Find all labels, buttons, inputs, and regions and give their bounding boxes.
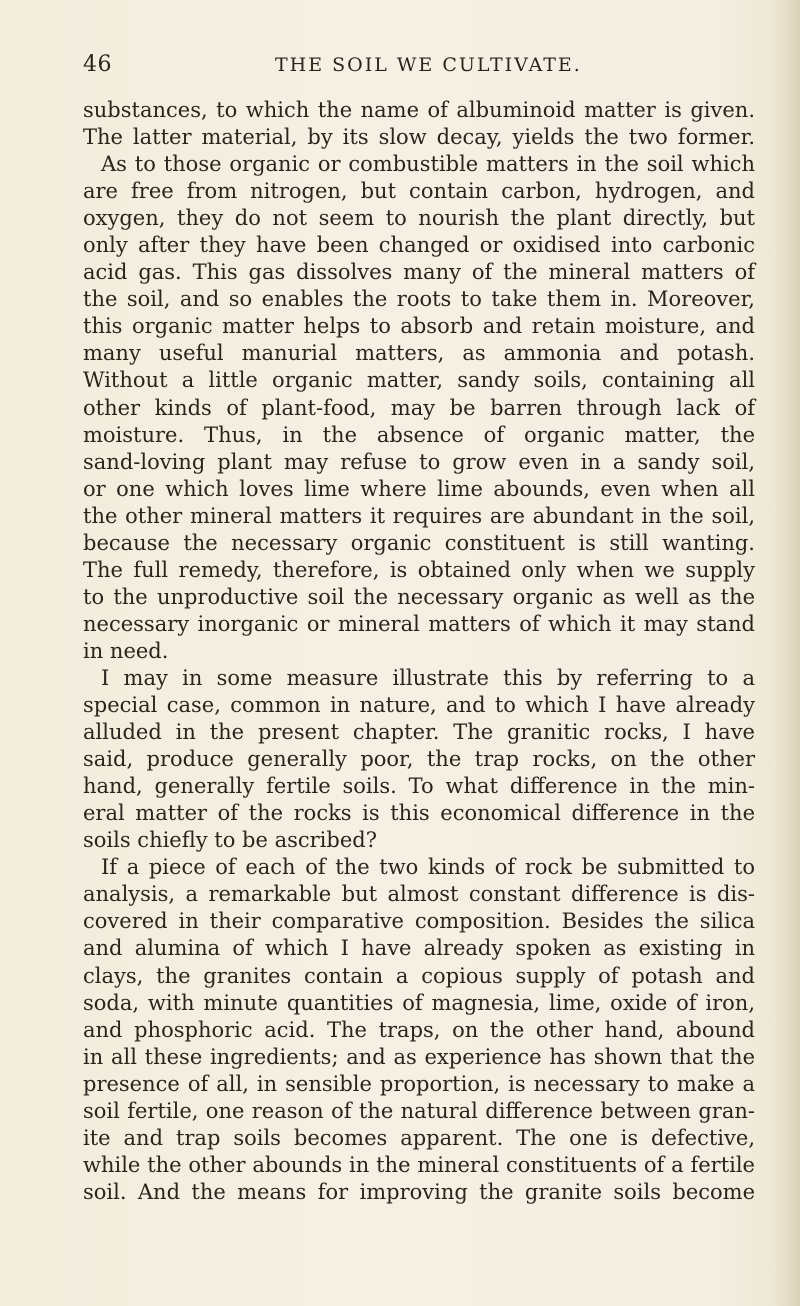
body-text xyxy=(83,97,755,1206)
page-number: 46 xyxy=(83,52,112,77)
text-line: The latter material, by its slow decay, yields the two former. xyxy=(83,125,755,150)
text-line: the soil, and so enables the roots to take them in. Moreover, xyxy=(83,287,755,312)
running-head: THE SOIL WE CULTIVATE. xyxy=(275,54,582,76)
text-line: while the other abounds in the mineral constituents of a fertile xyxy=(83,1152,755,1177)
text-line: presence of all, in sensible proportion, is necessary to make a xyxy=(83,1071,755,1096)
text-line: analysis, a remarkable but almost constant difference is dis- xyxy=(83,882,755,907)
text-line: many useful manurial matters, as ammonia and potash. xyxy=(83,341,755,366)
text-line: only after they have been changed or oxidised into carbonic xyxy=(83,233,755,258)
text-line: eral matter of the rocks is this economical difference in the xyxy=(83,801,755,826)
text-line: because the necessary organic constituent is still wanting. xyxy=(83,530,755,555)
text-line: or one which loves lime where lime abounds, even when all xyxy=(83,476,755,501)
text-line: soil fertile, one reason of the natural difference between gran- xyxy=(83,1098,755,1123)
text-line: ite and trap soils becomes apparent. The one is defective, xyxy=(83,1125,755,1150)
text-line: soil. And the means for improving the granite soils become xyxy=(83,1179,755,1204)
text-line: soda, with minute quantities of magnesia, lime, oxide of iron, xyxy=(83,990,755,1015)
page-edge-shadow xyxy=(774,0,800,1306)
text-line: hand, generally fertile soils. To what difference in the min- xyxy=(83,774,755,799)
text-line: moisture. Thus, in the absence of organic matter, the xyxy=(83,422,755,447)
text-line: in need. xyxy=(83,638,169,663)
text-line: this organic matter helps to absorb and retain moisture, and xyxy=(83,314,755,339)
text-line: in all these ingredients; and as experience has shown that the xyxy=(83,1044,755,1069)
text-line: to the unproductive soil the necessary organic as well as the xyxy=(83,584,755,609)
text-line: special case, common in nature, and to which I have already xyxy=(83,693,755,718)
text-line: If a piece of each of the two kinds of rock be submitted to xyxy=(101,855,755,880)
page-header xyxy=(83,52,753,82)
text-line: sand-loving plant may refuse to grow even in a sandy soil, xyxy=(83,449,755,474)
text-line: oxygen, they do not seem to nourish the plant directly, but xyxy=(83,206,755,231)
text-line: and alumina of which I have already spoken as existing in xyxy=(83,936,755,961)
text-line: necessary inorganic or mineral matters of which it may stand xyxy=(83,611,755,636)
text-line: covered in their comparative composition. Besides the silica xyxy=(83,909,755,934)
text-line: alluded in the present chapter. The granitic rocks, I have xyxy=(83,720,755,745)
text-line: As to those organic or combustible matters in the soil which xyxy=(101,152,755,177)
text-line: acid gas. This gas dissolves many of the mineral matters of xyxy=(83,260,755,285)
text-line: and phosphoric acid. The traps, on the other hand, abound xyxy=(83,1017,755,1042)
text-line: I may in some measure illustrate this by referring to a xyxy=(101,665,755,690)
text-line: The full remedy, therefore, is obtained only when we supply xyxy=(83,557,755,582)
text-line: the other mineral matters it requires are abundant in the soil, xyxy=(83,503,755,528)
text-line: said, produce generally poor, the trap rocks, on the other xyxy=(83,747,755,772)
text-line: soils chiefly to be ascribed? xyxy=(83,828,377,853)
text-line: are free from nitrogen, but contain carbon, hydrogen, and xyxy=(83,179,755,204)
text-line: clays, the granites contain a copious supply of potash and xyxy=(83,963,755,988)
text-line: substances, to which the name of albuminoid matter is given. xyxy=(83,98,755,122)
text-line: other kinds of plant-food, may be barren through lack of xyxy=(83,395,755,420)
text-line: Without a little organic matter, sandy soils, containing all xyxy=(83,368,755,393)
